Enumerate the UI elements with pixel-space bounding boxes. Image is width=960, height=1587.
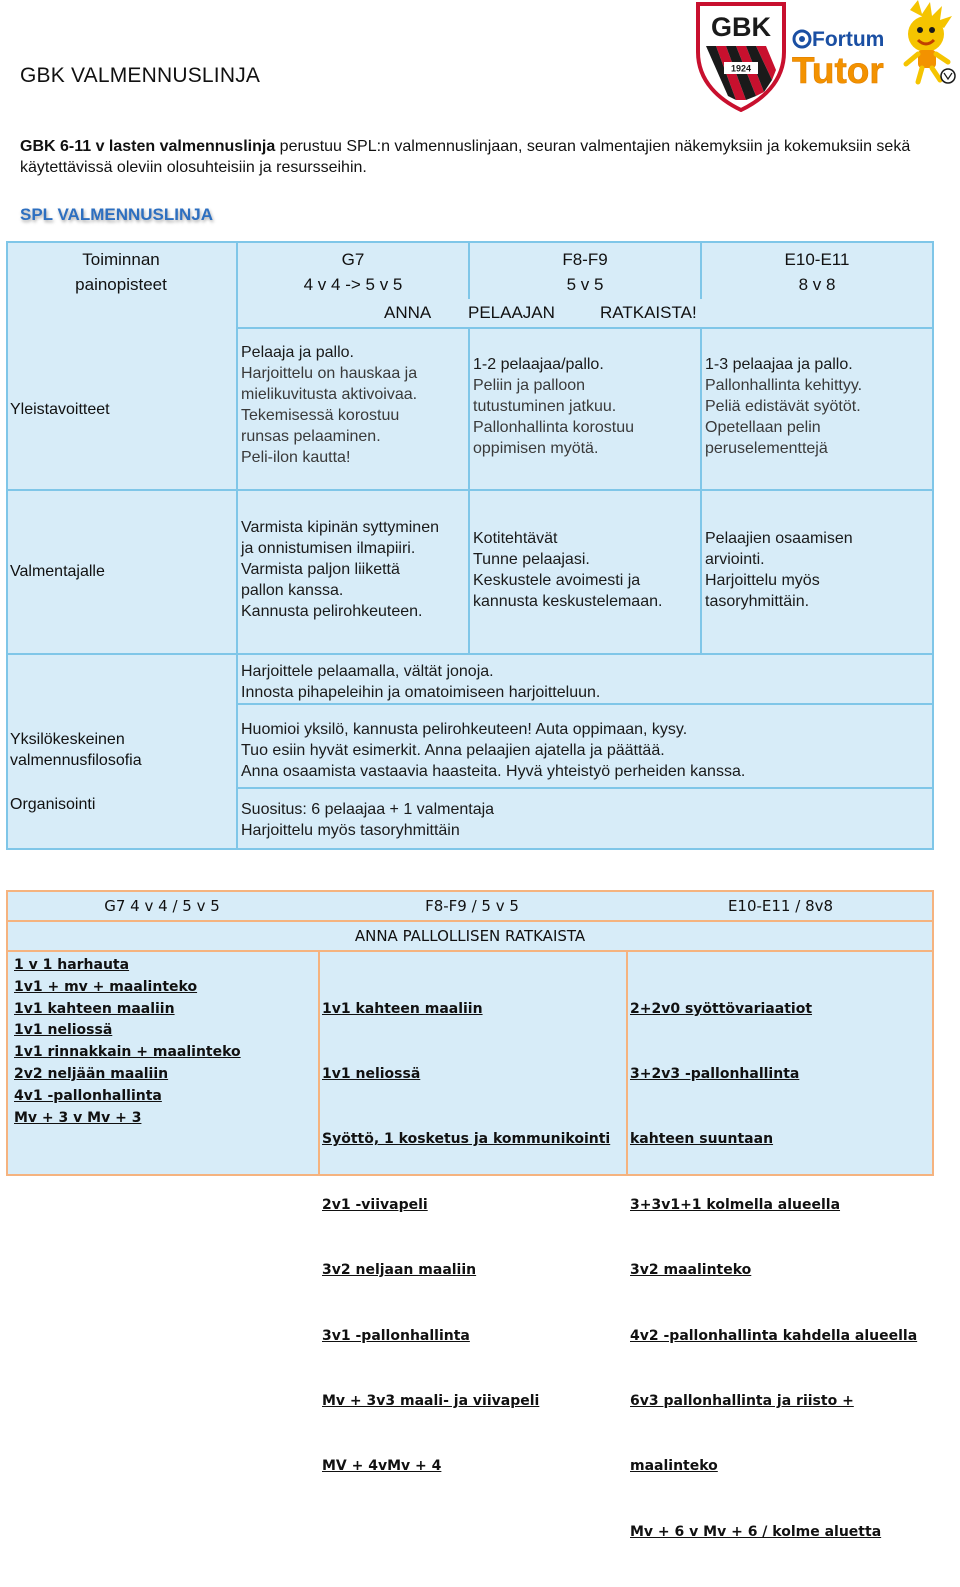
- row-label-filosofia: Yksilökeskeinen valmennusfilosofia: [10, 731, 142, 769]
- tutor-logo: [790, 50, 902, 90]
- list-item: 4v1 -pallonhallinta: [14, 1087, 162, 1104]
- filosofia-intro: Harjoittele pelaamalla, vältät jonoja. Innosta pihapeleihin ja omatoimiseen harjoitteluun.: [241, 663, 601, 701]
- yleistavoitteet-g7: Pelaaja ja pallo. Harjoittelu on hauskaa ja mielikuvitusta aktivoivaa. Tekemisessä korostuu runsas pelaaminen. Peli-ilon kautta!: [241, 344, 418, 466]
- header-painopisteet: Toiminnan painopisteet: [75, 250, 167, 294]
- intro-paragraph: [20, 136, 920, 178]
- list-item: 1v1 rinnakkain + maalinteko: [14, 1044, 241, 1061]
- list-item: 2v2 neljään maaliin: [14, 1065, 169, 1082]
- list-item: 1v1 neliossä: [322, 1065, 421, 1082]
- motto-word-3: RATKAISTA!: [600, 303, 697, 322]
- list-item: MV + 4vMv + 4: [322, 1458, 442, 1475]
- intro-text: perustuu SPL:n valmennuslinjaan, seuran valmentajien näkemyksiin ja kokemuksiin sekä käytettävissä oleviin olosuhteisiin ja resursseihin.: [20, 138, 911, 176]
- header-f8-f9: F8-F9 5 v 5: [562, 250, 608, 294]
- valmentajalle-f8-f9: Kotitehtävät Tunne pelaajasi. Keskustele avoimesti ja kannusta keskustelemaan.: [473, 530, 663, 610]
- spl-heading: SPL VALMENNUSLINJA: [20, 205, 214, 224]
- motto-word-2: PELAAJAN: [468, 303, 555, 322]
- list-item: Mv + 3 v Mv + 3: [14, 1109, 142, 1126]
- list-item: 3+2v3 -pallonhallinta: [630, 1065, 800, 1082]
- motto-word-1: ANNA: [384, 303, 432, 322]
- list-item: 3v2 maalinteko: [630, 1262, 752, 1279]
- list-item: 2v1 -viivapeli: [322, 1196, 428, 1213]
- intro-bold: GBK 6-11 v lasten valmennuslinja: [20, 138, 276, 155]
- list-item: 3v1 -pallonhallinta: [322, 1327, 470, 1344]
- t2-subtitle: ANNA PALLOLLISEN RATKAISTA: [354, 927, 586, 945]
- fortum-text: Fortum: [812, 28, 885, 51]
- page-title: GBK VALMENNUSLINJA: [20, 64, 261, 87]
- valmentajalle-g7: Varmista kipinän syttyminen ja onnistumisen ilmapiiri. Varmista paljon liikettä pallon kanssa. Kannusta pelirohkeuteen.: [241, 519, 439, 620]
- yleistavoitteet-e10-e11: 1-3 pelaajaa ja pallo. Pallonhallinta kehittyy. Peliä edistävät syötöt. Opetellaan pelin peruselementtejä: [705, 356, 863, 457]
- list-item: 1 v 1 harhauta: [14, 957, 130, 973]
- t2-list-g7: [14, 955, 241, 1129]
- list-item: 6v3 pallonhallinta ja riisto +: [630, 1392, 854, 1409]
- yleistavoitteet-f8-f9: 1-2 pelaajaa/pallo. Peliin ja palloon tutustuminen jatkuu. Pallonhallinta korostuu oppimisen myötä.: [473, 356, 634, 457]
- exercise-table: [6, 890, 934, 1540]
- tutor-text: Tutor: [792, 50, 884, 90]
- gbk-year: 1924: [730, 63, 752, 74]
- list-item: Mv + 6 v Mv + 6 / kolme aluetta: [630, 1523, 882, 1540]
- row-label-yleistavoitteet: Yleistavoitteet: [10, 401, 110, 418]
- fortum-logo: [792, 26, 898, 52]
- organisointi-text: Suositus: 6 pelaajaa + 1 valmentaja Harjoittelu myös tasoryhmittäin: [241, 801, 495, 839]
- gbk-text: GBK: [711, 12, 771, 42]
- list-item: 4v2 -pallonhallinta kahdella alueella: [630, 1327, 918, 1344]
- list-item: 1v1 kahteen maaliin: [322, 1000, 483, 1017]
- row-label-valmentajalle: Valmentajalle: [10, 563, 105, 580]
- list-item: maalinteko: [630, 1458, 718, 1475]
- valmentajalle-e10-e11: Pelaajien osaamisen arviointi. Harjoittelu myös tasoryhmittäin.: [705, 530, 853, 610]
- mascot-icon: [896, 0, 958, 86]
- row-label-organisointi: Organisointi: [10, 796, 96, 813]
- list-item: Syöttö, 1 kosketus ja kommunikointi: [322, 1131, 611, 1148]
- list-item: 1v1 kahteen maaliin: [14, 1000, 175, 1017]
- list-item: 1v1 neliossä: [14, 1022, 113, 1039]
- header-g7: G7 4 v 4 -> 5 v 5: [303, 250, 403, 294]
- header-e10-e11: E10-E11 8 v 8: [784, 250, 850, 294]
- t2-list-e10-e11: [630, 955, 917, 1587]
- spl-table: [6, 241, 934, 850]
- list-item: 3+3v1+1 kolmella alueella: [630, 1196, 841, 1213]
- list-item: 2+2v0 syöttövariaatiot: [630, 1000, 813, 1017]
- list-item: 3v2 neljaan maaliin: [322, 1262, 477, 1279]
- t2-header-e10-e11: E10-E11 / 8v8: [727, 897, 834, 915]
- list-item: kahteen suuntaan: [630, 1131, 774, 1148]
- filosofia-text: Huomioi yksilö, kannusta pelirohkeuteen! Auta oppimaan, kysy. Tuo esiin hyvät esimerkit. Anna pelaajien ajatella ja päättää. Anna osaamista vastaavia haasteita. Hyvä yhteistyö perheiden kanssa.: [241, 721, 746, 780]
- t2-header-f8-f9: F8-F9 / 5 v 5: [425, 897, 519, 915]
- list-item: Mv + 3v3 maali- ja viivapeli: [322, 1392, 540, 1409]
- t2-list-f8-f9: [322, 955, 610, 1522]
- list-item: 1v1 + mv + maalinteko: [14, 978, 198, 995]
- gbk-logo: [694, 0, 788, 112]
- t2-header-g7: G7 4 v 4 / 5 v 5: [104, 897, 220, 915]
